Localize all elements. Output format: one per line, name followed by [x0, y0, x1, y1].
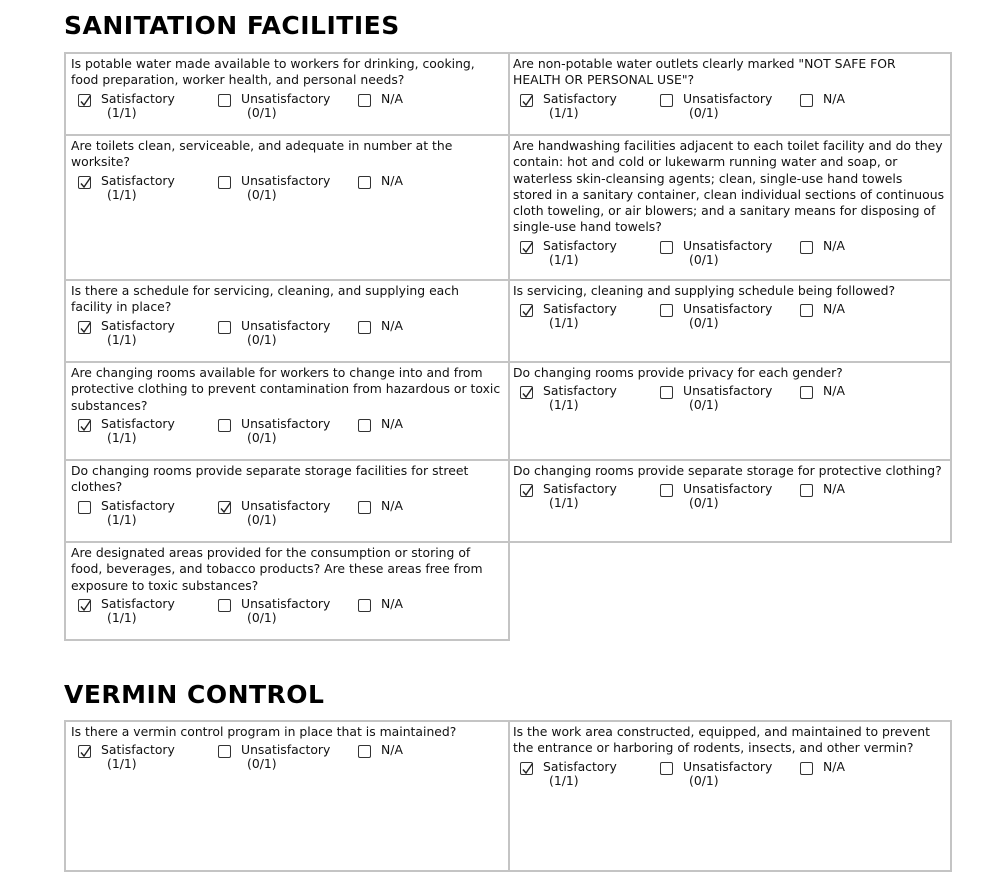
question-text: Do changing rooms provide privacy for each gender?: [513, 365, 843, 380]
option-label: Satisfactory: [543, 758, 617, 774]
checkbox[interactable]: [660, 484, 673, 497]
answer-options: [513, 92, 945, 126]
checkbox[interactable]: [78, 745, 91, 758]
option-label: Satisfactory: [101, 317, 175, 333]
question-text: Is there a vermin control program in place that is maintained?: [71, 724, 457, 739]
checkmark-icon: [521, 484, 534, 498]
question-cell: [64, 720, 510, 872]
option-label: N/A: [823, 90, 845, 106]
checkbox[interactable]: [218, 176, 231, 189]
checkbox[interactable]: [660, 386, 673, 399]
checkbox[interactable]: [358, 501, 371, 514]
option-label: Satisfactory: [543, 383, 617, 399]
question-cell: [508, 720, 952, 872]
option-score: (1/1): [549, 495, 579, 511]
option-score: (0/1): [689, 251, 719, 267]
question-cell: [508, 134, 952, 281]
question-cell: [64, 279, 510, 363]
checkbox[interactable]: [358, 176, 371, 189]
option-label: Unsatisfactory: [241, 90, 331, 106]
checkbox[interactable]: [78, 419, 91, 432]
question-text: Are non-potable water outlets clearly marked "NOT SAFE FOR HEALTH OR PERSONAL USE"?: [513, 56, 896, 88]
checkbox[interactable]: [800, 386, 813, 399]
answer-options: [513, 384, 945, 418]
checkbox[interactable]: [660, 241, 673, 254]
checkbox[interactable]: [78, 501, 91, 514]
question-cell: [64, 459, 510, 543]
option-score: (0/1): [247, 186, 277, 202]
checkmark-icon: [521, 386, 534, 400]
question-text: Do changing rooms provide separate storage facilities for street clothes?: [71, 463, 469, 495]
option-label: Satisfactory: [101, 742, 175, 758]
checkmark-icon: [79, 321, 92, 335]
question-text: Is there a schedule for servicing, cleaning, and supplying each facility in place?: [71, 283, 459, 315]
question-cell: [64, 541, 510, 641]
question-text: Are handwashing facilities adjacent to each toilet facility and do they contain: hot and cold or lukewarm running water and soap, or waterless skin-cleansing agents; clean, single-use hand towels stored in a sanitary container, clean individual sections of continuous cloth toweling, or air blowers; and a sanitary means for disposing of single-use hand towels?: [513, 138, 945, 235]
option-label: N/A: [823, 237, 845, 253]
option-label: Unsatisfactory: [683, 383, 773, 399]
option-score: (1/1): [107, 511, 137, 527]
question-text: Do changing rooms provide separate storage for protective clothing?: [513, 463, 942, 478]
checkbox[interactable]: [800, 304, 813, 317]
checkmark-icon: [521, 241, 534, 255]
checkbox[interactable]: [78, 176, 91, 189]
checkbox[interactable]: [358, 94, 371, 107]
checkmark-icon: [219, 501, 232, 515]
checkbox[interactable]: [218, 321, 231, 334]
option-score: (0/1): [689, 315, 719, 331]
option-score: (0/1): [247, 429, 277, 445]
option-label: N/A: [381, 317, 403, 333]
option-label: Satisfactory: [101, 595, 175, 611]
answer-options: [71, 417, 503, 451]
option-score: (0/1): [247, 104, 277, 120]
option-label: N/A: [823, 383, 845, 399]
answer-options: [513, 482, 945, 516]
option-score: (0/1): [689, 495, 719, 511]
question-cell: [508, 279, 952, 363]
option-label: Unsatisfactory: [241, 595, 331, 611]
option-label: Unsatisfactory: [683, 90, 773, 106]
option-label: Unsatisfactory: [683, 481, 773, 497]
option-score: (0/1): [689, 772, 719, 788]
question-cell: [64, 52, 510, 136]
checkmark-icon: [79, 419, 92, 433]
answer-options: [71, 319, 503, 353]
option-label: Satisfactory: [543, 90, 617, 106]
option-score: (0/1): [247, 609, 277, 625]
option-score: (1/1): [549, 772, 579, 788]
section-title-vermin: VERMIN CONTROL: [64, 680, 325, 709]
checkbox[interactable]: [800, 241, 813, 254]
option-score: (1/1): [107, 331, 137, 347]
option-label: N/A: [381, 595, 403, 611]
checkbox[interactable]: [218, 501, 231, 514]
question-cell: [508, 52, 952, 136]
question-text: Is servicing, cleaning and supplying schedule being followed?: [513, 283, 896, 298]
answer-options: [71, 597, 503, 631]
checkbox[interactable]: [660, 304, 673, 317]
question-text: Are toilets clean, serviceable, and adequate in number at the worksite?: [71, 138, 453, 170]
checkmark-icon: [79, 94, 92, 108]
option-score: (1/1): [107, 186, 137, 202]
option-score: (1/1): [107, 756, 137, 772]
option-score: (0/1): [247, 756, 277, 772]
checkbox[interactable]: [660, 762, 673, 775]
checkbox[interactable]: [78, 599, 91, 612]
question-text: Is the work area constructed, equipped, and maintained to prevent the entrance or harboring of rodents, insects, and other vermin?: [513, 724, 930, 756]
option-label: Satisfactory: [543, 301, 617, 317]
option-score: (1/1): [549, 315, 579, 331]
option-label: N/A: [381, 415, 403, 431]
option-label: Satisfactory: [101, 415, 175, 431]
option-label: N/A: [381, 497, 403, 513]
option-label: Unsatisfactory: [683, 301, 773, 317]
option-label: Satisfactory: [543, 481, 617, 497]
checkbox[interactable]: [358, 599, 371, 612]
checkmark-icon: [79, 599, 92, 613]
option-score: (1/1): [549, 397, 579, 413]
answer-options: [513, 302, 945, 336]
option-score: (1/1): [107, 429, 137, 445]
checkbox[interactable]: [358, 419, 371, 432]
option-label: N/A: [381, 90, 403, 106]
answer-options: [71, 92, 503, 126]
checkbox[interactable]: [520, 762, 533, 775]
option-label: N/A: [823, 301, 845, 317]
option-label: Unsatisfactory: [241, 497, 331, 513]
question-text: Are designated areas provided for the consumption or storing of food, beverages, and tobacco products? Are these areas free from exposure to toxic substances?: [71, 545, 483, 593]
option-score: (0/1): [247, 331, 277, 347]
option-label: N/A: [823, 481, 845, 497]
option-score: (0/1): [689, 397, 719, 413]
checkbox[interactable]: [520, 304, 533, 317]
question-text: Is potable water made available to workers for drinking, cooking, food preparation, worker health, and personal needs?: [71, 56, 475, 88]
question-cell: [508, 361, 952, 461]
option-label: Unsatisfactory: [241, 742, 331, 758]
option-label: Satisfactory: [101, 172, 175, 188]
option-label: Unsatisfactory: [241, 172, 331, 188]
answer-options: [513, 760, 945, 794]
checkbox[interactable]: [218, 745, 231, 758]
answer-options: [71, 499, 503, 533]
option-label: Unsatisfactory: [241, 317, 331, 333]
option-label: N/A: [823, 758, 845, 774]
checkbox[interactable]: [800, 484, 813, 497]
option-score: (0/1): [689, 104, 719, 120]
checkbox[interactable]: [358, 321, 371, 334]
checkmark-icon: [79, 745, 92, 759]
question-cell: [64, 134, 510, 281]
option-label: N/A: [381, 742, 403, 758]
option-label: Unsatisfactory: [683, 237, 773, 253]
checkbox[interactable]: [78, 321, 91, 334]
checkbox[interactable]: [358, 745, 371, 758]
option-score: (1/1): [549, 104, 579, 120]
checkbox[interactable]: [520, 484, 533, 497]
vermin-questions-grid: [64, 722, 951, 872]
option-score: (1/1): [107, 609, 137, 625]
option-label: Satisfactory: [101, 90, 175, 106]
checkbox[interactable]: [520, 386, 533, 399]
checkbox[interactable]: [218, 419, 231, 432]
section-title-sanitation: SANITATION FACILITIES: [64, 11, 400, 40]
answer-options: [513, 239, 945, 273]
option-score: (0/1): [247, 511, 277, 527]
checkbox[interactable]: [800, 94, 813, 107]
checkmark-icon: [521, 762, 534, 776]
checkbox[interactable]: [520, 94, 533, 107]
checkbox[interactable]: [218, 94, 231, 107]
checkbox[interactable]: [800, 762, 813, 775]
answer-options: [71, 743, 503, 777]
checkbox[interactable]: [78, 94, 91, 107]
answer-options: [71, 174, 503, 208]
checkbox[interactable]: [660, 94, 673, 107]
question-cell: [508, 459, 952, 543]
option-label: Unsatisfactory: [241, 415, 331, 431]
option-label: N/A: [381, 172, 403, 188]
checkbox[interactable]: [218, 599, 231, 612]
option-score: (1/1): [107, 104, 137, 120]
option-score: (1/1): [549, 251, 579, 267]
option-label: Satisfactory: [543, 237, 617, 253]
checkmark-icon: [521, 304, 534, 318]
sanitation-questions-grid: [64, 54, 951, 641]
checkbox[interactable]: [520, 241, 533, 254]
question-text: Are changing rooms available for workers to change into and from protective clothing to prevent contamination from hazardous or toxic substances?: [71, 365, 501, 413]
checkmark-icon: [521, 94, 534, 108]
question-cell: [64, 361, 510, 461]
option-label: Satisfactory: [101, 497, 175, 513]
option-label: Unsatisfactory: [683, 758, 773, 774]
checkmark-icon: [79, 176, 92, 190]
